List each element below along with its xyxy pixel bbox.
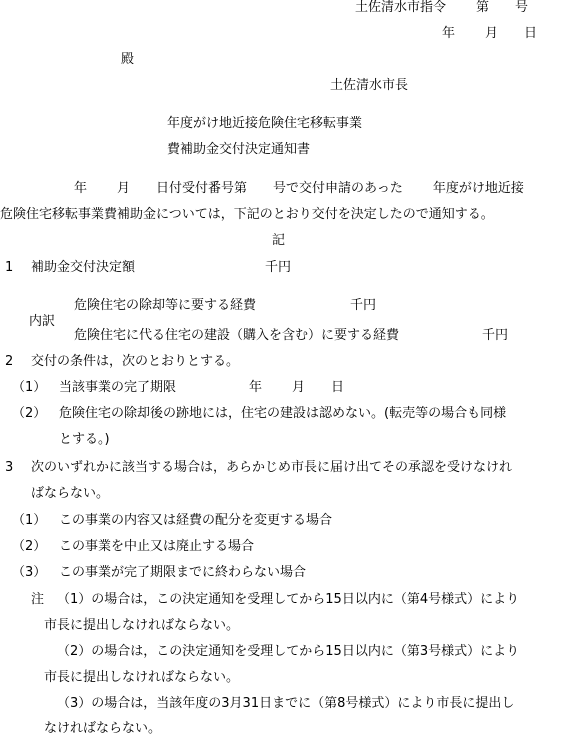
condition2-line2: とする。) — [59, 432, 110, 447]
ki-heading: 記 — [272, 233, 286, 248]
case3-number: （3） — [12, 565, 47, 580]
condition1-deadline: 年 月 日 — [249, 380, 345, 395]
note1-line1: （1）の場合は，この決定通知を受理してから15日以内に（第4号様式）により — [57, 592, 520, 607]
case1-number: （1） — [12, 513, 47, 528]
breakdown-item1-unit: 千円 — [350, 298, 377, 313]
date-day: 日 — [524, 26, 538, 41]
breakdown-item2-unit: 千円 — [482, 328, 509, 343]
note1-line2: 市長に提出しなければならない。 — [44, 618, 240, 633]
date-month: 月 — [485, 26, 499, 41]
section1-unit: 千円 — [265, 260, 292, 275]
doc-ref-no: 第 — [476, 0, 490, 15]
case1-text: この事業の内容又は経費の配分を変更する場合 — [59, 513, 333, 528]
intro-line2: 危険住宅移転事業費補助金については，下記のとおり交付を決定したので通知する。 — [0, 207, 494, 222]
date-year: 年 — [442, 26, 456, 41]
section1-number: 1 — [5, 260, 14, 275]
document-reference — [355, 0, 528, 16]
doc-ref-suffix: 号 — [515, 0, 529, 15]
section2-label: 交付の条件は，次のとおりとする。 — [31, 354, 240, 369]
addressee-honorific: 殿 — [121, 52, 135, 67]
document-title-line1: 年度がけ地近接危険住宅移転事業 — [167, 116, 363, 131]
note2-line2: 市長に提出しなければならない。 — [44, 670, 240, 685]
breakdown-item2: 危険住宅に代る住宅の建設（購入を含む）に要する経費 — [74, 328, 400, 343]
section3-number: 3 — [5, 460, 14, 475]
case2-number: （2） — [12, 539, 47, 554]
document-date — [442, 26, 537, 42]
section2-number: 2 — [5, 354, 14, 369]
section1-label: 補助金交付決定額 — [31, 260, 136, 275]
breakdown-item1: 危険住宅の除却等に要する経費 — [74, 298, 257, 313]
document-title-line2: 費補助金交付決定通知書 — [167, 142, 311, 157]
case2-text: この事業を中止又は廃止する場合 — [59, 539, 255, 554]
doc-ref-city: 土佐清水市指令 — [355, 0, 447, 15]
section3-line2: ばならない。 — [31, 486, 110, 501]
note-label: 注 — [31, 592, 45, 607]
note2-line1: （2）の場合は，この決定通知を受理してから15日以内に（第3号様式）により — [57, 644, 520, 659]
case3-text: この事業が完了期限までに終わらない場合 — [59, 565, 307, 580]
intro-line1: 年 月 日付受付番号第 号で交付申請のあった 年度がけ地近接 — [74, 181, 524, 196]
condition1-text: 当該事業の完了期限 — [59, 380, 177, 395]
condition1-number: （1） — [12, 380, 47, 395]
note3-line1: （3）の場合は，当該年度の3月31日までに（第8号様式）により市長に提出し — [57, 696, 515, 711]
section3-line1: 次のいずれかに該当する場合は，あらかじめ市長に届け出てその承認を受けなけれ — [31, 460, 513, 475]
note3-line2: なければならない。 — [44, 721, 162, 736]
condition2-number: （2） — [12, 406, 47, 421]
issuer-name: 土佐清水市長 — [330, 78, 409, 93]
breakdown-label: 内訳 — [29, 314, 56, 329]
condition2-line1: 危険住宅の除却後の跡地には，住宅の建設は認めない。(転売等の場合も同様 — [59, 406, 507, 421]
